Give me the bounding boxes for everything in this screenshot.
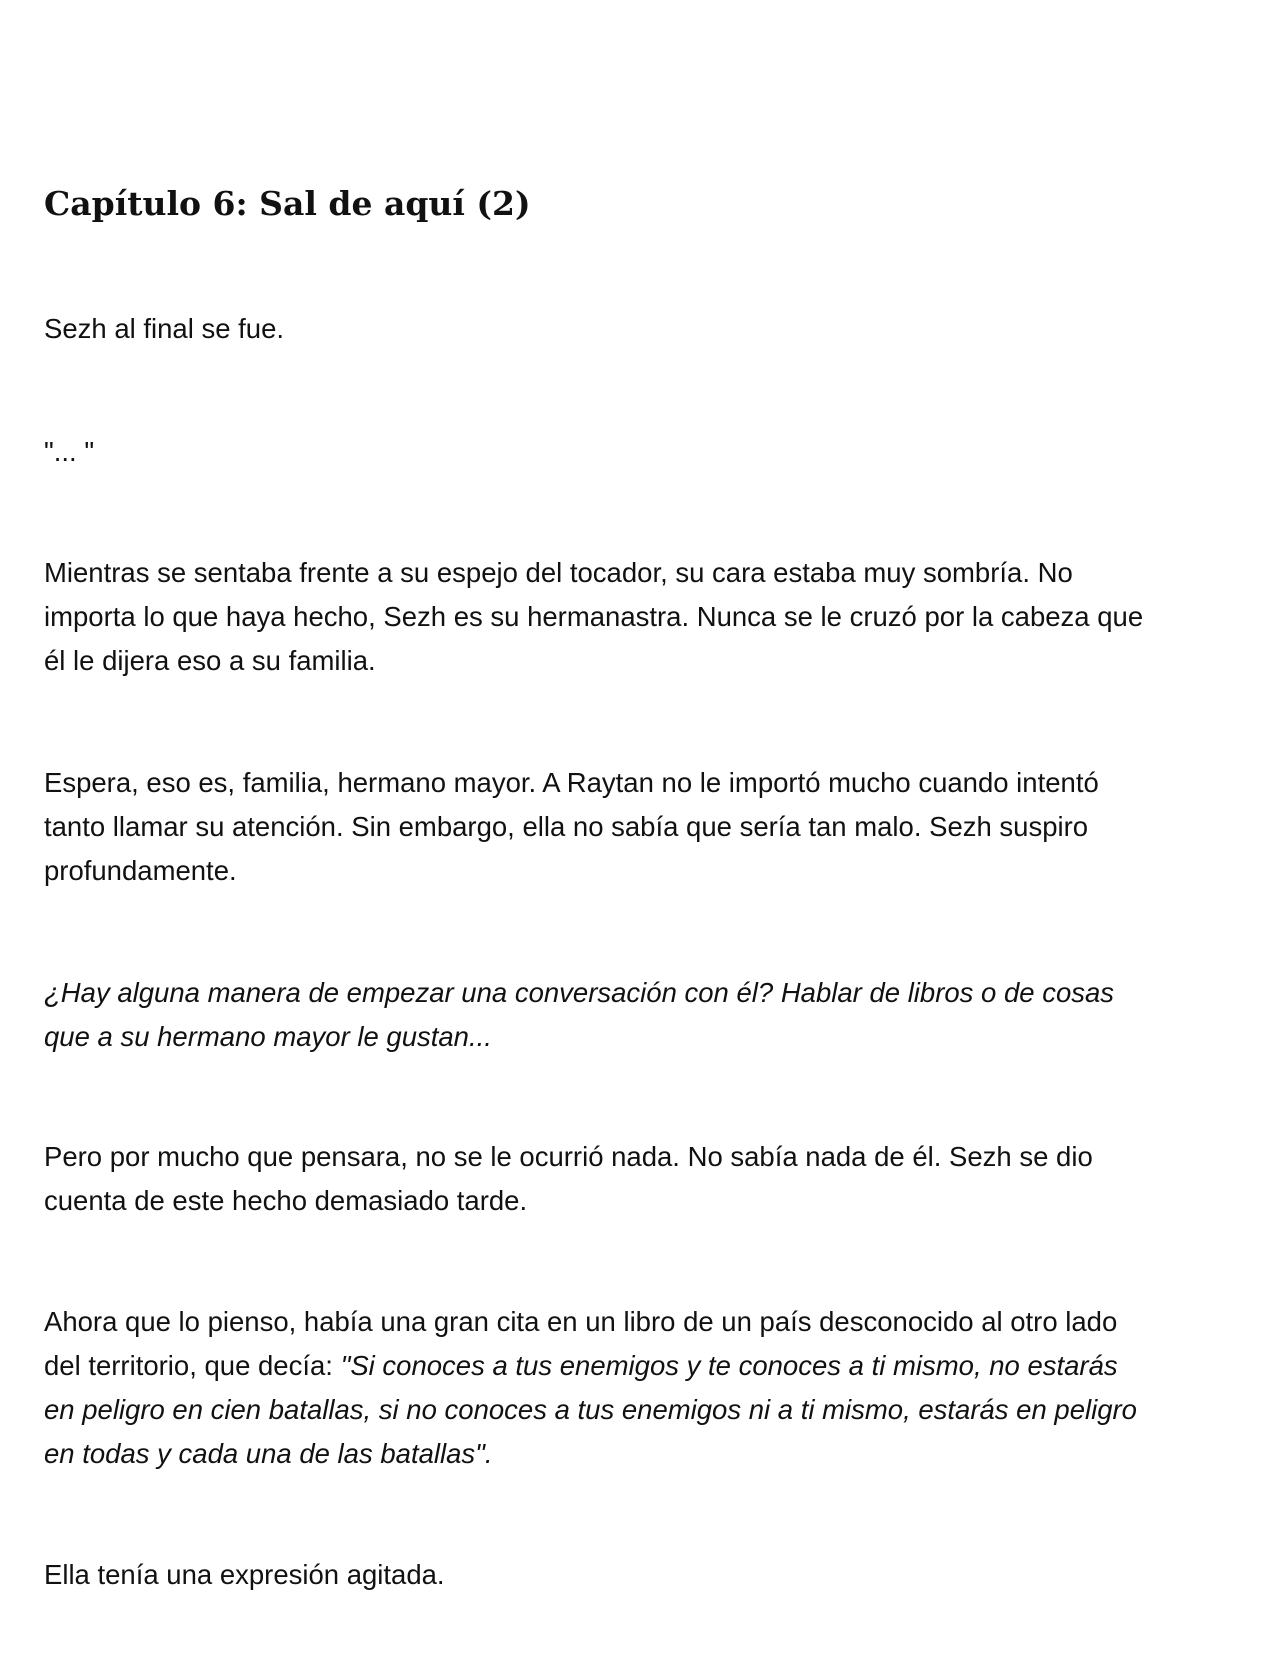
paragraph-line: "... " — [44, 436, 95, 467]
paragraph — [44, 1553, 1244, 1597]
paragraph-line: ¿Hay alguna manera de empezar una conversación con él? Hablar de libros o de cosas — [44, 977, 1115, 1008]
paragraph — [44, 430, 1244, 474]
quote-text: "Si conoces a tus enemigos y te conoces a ti mismo, no estarás — [340, 1350, 1118, 1381]
paragraph-line: Espera, eso es, familia, hermano mayor. A Raytan no le importó mucho cuando intentó — [44, 767, 1099, 798]
paragraph-line: Ella tenía una expresión agitada. — [44, 1559, 445, 1590]
quote-text: en peligro en cien batallas, si no conoces a tus enemigos ni a ti mismo, estarás en peligro — [44, 1394, 1137, 1425]
chapter-title: Capítulo 6: Sal de aquí (2) — [44, 184, 531, 223]
paragraph-line: él le dijera eso a su familia. — [44, 645, 376, 676]
paragraph — [44, 307, 1244, 351]
paragraph-line: tanto llamar su atención. Sin embargo, ella no sabía que sería tan malo. Sezh suspiro — [44, 811, 1089, 842]
paragraph-line: Ahora que lo pienso, había una gran cita en un libro de un país desconocido al otro lado — [44, 1306, 1118, 1337]
paragraph — [44, 761, 1244, 893]
quote-text: en todas y cada una de las batallas". — [44, 1438, 493, 1469]
paragraph-line: Pero por mucho que pensara, no se le ocurrió nada. No sabía nada de él. Sezh se dio — [44, 1141, 1093, 1172]
paragraph-line: Mientras se sentaba frente a su espejo del tocador, su cara estaba muy sombría. No — [44, 557, 1073, 588]
paragraph — [44, 1135, 1244, 1223]
paragraph-line — [44, 1344, 1244, 1388]
paragraph-line: profundamente. — [44, 855, 237, 886]
italic-thought-paragraph — [44, 971, 1244, 1059]
paragraph-line: que a su hermano mayor le gustan... — [44, 1021, 492, 1052]
quote-paragraph — [44, 1300, 1244, 1476]
paragraph-text: del territorio, que decía: — [44, 1350, 341, 1381]
paragraph-line: importa lo que haya hecho, Sezh es su hermanastra. Nunca se le cruzó por la cabeza que — [44, 601, 1144, 632]
paragraph-line: cuenta de este hecho demasiado tarde. — [44, 1185, 528, 1216]
paragraph — [44, 551, 1244, 683]
paragraph-line: Sezh al final se fue. — [44, 313, 285, 344]
